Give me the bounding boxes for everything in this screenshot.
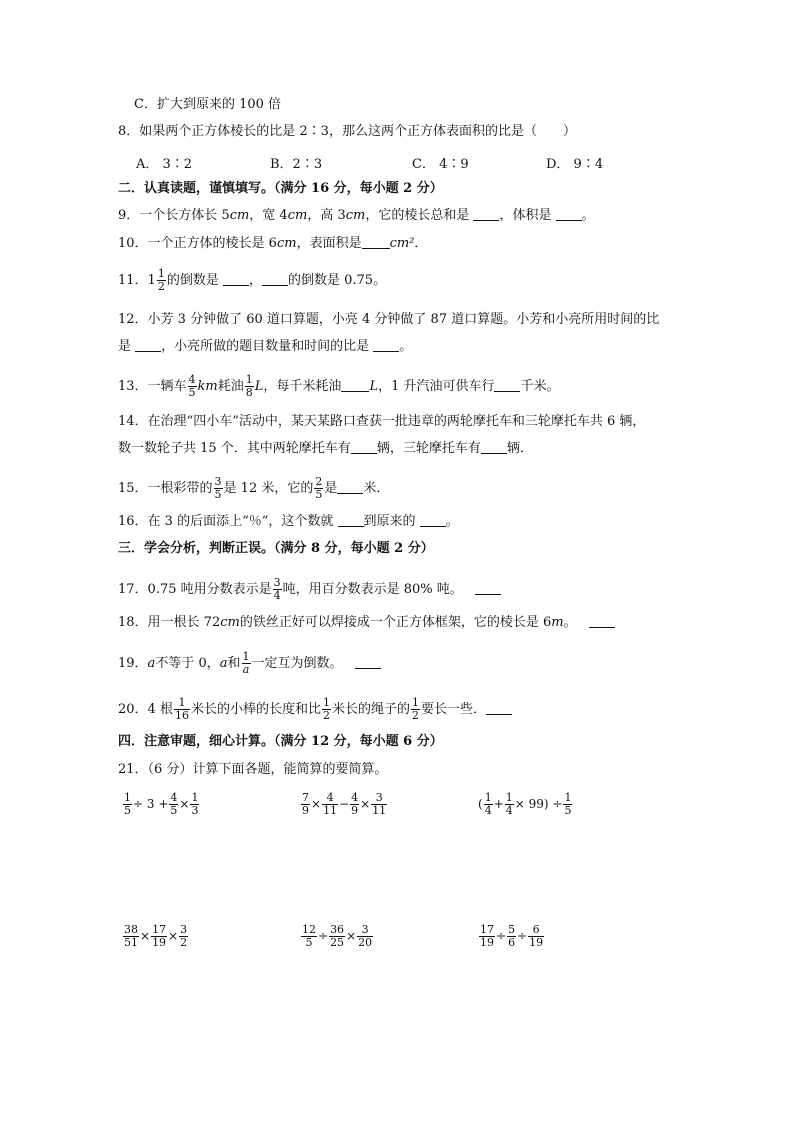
denominator: 5 [188,386,196,399]
answer-blank[interactable] [589,615,615,628]
calc-expression-6 [478,924,545,949]
fraction [484,792,493,817]
operator: − [339,797,350,811]
q15-text-a: 15．一根彩带的 [118,481,213,496]
calc-expression-3 [478,792,573,817]
q11-text-b: 的倒数是 [166,273,219,288]
numerator: 1 [157,267,165,280]
unit-cm: cm [276,236,297,251]
calc-expression-1 [122,792,200,817]
numerator: 7 [302,791,309,804]
question-19 [118,651,381,676]
denominator: 5 [305,936,313,949]
fraction [371,792,387,817]
question-13 [118,374,560,399]
answer-blank[interactable] [362,236,390,249]
fraction [322,697,331,722]
q14-text-b: 辆，三轮摩托车有 [376,441,481,456]
operator: ÷ [318,929,329,943]
answer-blank[interactable] [494,379,520,392]
denominator: 2 [322,709,330,722]
answer-blank[interactable] [341,379,369,392]
answer-blank[interactable] [475,582,501,595]
calc-expression-5 [300,924,374,949]
q8-option-a[interactable]: A． 3∶2 [136,157,193,172]
fraction [479,924,495,949]
q18-text-a: 18．用一根长 72 [118,615,221,630]
operator: × [140,929,151,943]
q13-text-a: 13．一辆车 [118,379,187,394]
numerator: 38 [124,923,138,936]
numerator: 17 [480,923,494,936]
q18-text-b: 的铁丝正好可以焊接成一个正方体框架，它的棱长是 6 [239,615,552,630]
question-15 [118,476,389,501]
answer-blank[interactable] [373,339,399,352]
calc-expression-4 [122,924,189,949]
answer-blank[interactable] [223,273,249,286]
fraction [314,476,323,501]
q13-text-c: ，每千米耗油 [263,379,342,394]
fraction [179,924,188,949]
answer-blank[interactable] [486,702,512,715]
q20-text-e: 要长一些． [420,702,486,717]
denominator: 11 [372,804,387,817]
denominator: 9 [302,804,309,817]
fraction [123,792,132,817]
q20-text-c: 米长的绳子的 [331,702,410,717]
answer-blank[interactable] [262,273,288,286]
fraction [329,924,345,949]
numerator: 1 [242,650,250,663]
answer-blank[interactable] [420,514,446,527]
numerator: 6 [528,924,544,937]
q17-text-b: 吨，用百分数表示是 80% 吨。 [282,582,463,597]
question-21: 21．（6 分）计算下面各题，能简算的要简算。 [118,762,388,777]
section-2-heading: 二．认真读题，谨慎填写。（满分 16 分，每小题 2 分） [118,181,443,196]
numerator: 1 [245,373,253,386]
numerator: 3 [180,923,188,936]
fraction [190,792,199,817]
q15-text-d: 米． [363,481,390,496]
denominator: 2 [180,936,188,949]
denominator: 5 [124,804,131,817]
q11-text-e: 的倒数是 0.75。 [288,273,387,288]
q7-option-c: C．扩大到原来的 100 倍 [134,97,282,112]
q9-text-f: 。 [581,208,595,223]
denominator: 8 [245,386,253,399]
variable-a: a [147,656,156,671]
answer-blank[interactable] [337,481,363,494]
question-17 [118,577,501,602]
denominator: 4 [505,804,513,817]
q8-option-d[interactable]: D． 9∶4 [546,157,604,172]
numerator: 3 [214,475,222,488]
q13-text-b: 耗油 [217,379,244,394]
operator: × [360,797,371,811]
numerator: 3 [357,924,373,937]
q16-text-c: 。 [445,514,459,529]
denominator: 19 [152,936,167,949]
numerator: 1 [174,697,190,710]
numerator: 12 [302,923,316,936]
numerator: 1 [191,791,199,804]
operator: × [179,797,190,811]
q12-text-c: 。 [399,339,413,354]
q19-text-c: 和 [227,656,241,671]
q19-text-d: 一定互为倒数。 [251,656,343,671]
fraction [301,924,317,949]
q9-text-a: 9．一个长方体长 5 [118,208,230,223]
fraction [507,924,516,949]
q9-text-e: ，体积是 [499,208,552,223]
mixed-whole: 1 [147,273,156,288]
unit-m: m [551,615,564,630]
q17-text-a: 17．0.75 吨用分数表示是 [118,582,272,597]
q16-text-a: 16．在 3 的后面添上“％”，这个数就 [118,514,334,529]
fraction [301,792,310,817]
question-8: 8．如果两个正方体棱长的比是 2∶3，那么这两个正方体表面积的比是（ ） [118,124,576,139]
paren: ( [478,797,483,811]
fraction [350,792,359,817]
variable-a: a [219,656,228,671]
q14-text-c: 辆． [506,441,533,456]
q11-text-c: ， [248,273,262,288]
fraction [169,792,178,817]
q18-text-c: 。 [563,615,577,630]
denominator: 25 [330,936,345,949]
numerator: 2 [315,475,323,488]
section-3-heading: 三．学会分析，判断正误。（满分 8 分，每小题 2 分） [118,541,434,556]
numerator: 4 [322,792,338,805]
question-14-line-2 [118,441,533,457]
numerator: 4 [188,373,196,386]
answer-blank[interactable] [338,514,364,527]
numerator: 1 [411,696,419,709]
denominator: 5 [214,488,222,501]
denominator: 5 [170,804,178,817]
question-10 [118,236,427,252]
unit-cm: cm [345,208,366,223]
unit-cm: cm [229,208,250,223]
q13-text-d: ，1 升汽油可供车行 [378,379,495,394]
q9-text-b: ，宽 4 [249,208,288,223]
operator: ÷ 3 + [133,797,169,811]
q13-text-e: 千米。 [520,379,560,394]
fraction [151,924,167,949]
numerator: 36 [330,923,345,936]
answer-blank[interactable] [556,208,582,221]
fraction [174,697,190,722]
denominator: 5 [315,488,323,501]
denominator: 19 [480,936,494,949]
denominator: a [242,663,250,676]
numerator: 3 [273,576,281,589]
denominator: 3 [191,804,199,817]
operator: × [346,929,357,943]
operator: × [311,797,322,811]
denominator: 19 [529,936,544,949]
numerator: 4 [351,791,359,804]
numerator: 1 [505,791,513,804]
answer-blank[interactable] [481,441,507,454]
fraction [411,697,420,722]
operator: × 99) ÷ [514,797,563,811]
q8-option-b[interactable]: B．2∶3 [270,157,323,172]
q19-text-b: 不等于 0， [155,656,220,671]
question-12-line-2 [118,339,412,355]
answer-blank[interactable] [135,339,161,352]
question-9 [118,208,595,224]
answer-blank[interactable] [355,656,381,669]
denominator: 2 [157,280,165,293]
operator: + [493,797,504,811]
question-16 [118,514,459,530]
numerator: 1 [564,791,572,804]
answer-blank[interactable] [351,441,377,454]
denominator: 5 [564,804,572,817]
q15-text-c: 是 [324,481,338,496]
fraction [563,792,572,817]
q8-option-c[interactable]: C． 4∶9 [412,157,469,172]
numerator: 17 [152,923,167,936]
fraction [123,924,139,949]
denominator: 4 [484,804,492,817]
denominator: 2 [411,709,419,722]
fraction [322,792,338,817]
numerator: 5 [508,923,516,936]
unit-cm: cm [287,208,308,223]
fraction [245,374,254,399]
operator: ÷ [517,929,528,943]
unit-km: km [197,379,218,394]
q16-text-b: 到原来的 [363,514,416,529]
operator: × [168,929,179,943]
q12-text-b: ，小亮所做的题目数量和时间的比是 [161,339,370,354]
calc-expression-2 [300,792,388,817]
denominator: 11 [323,804,338,817]
question-12-line-1: 12．小芳 3 分钟做了 60 道口算题，小亮 4 分钟做了 87 道口算题。小芳和小亮所用时间的比 [118,312,660,327]
numerator: 4 [170,791,178,804]
q10-text-b: ，表面积是 [296,236,362,251]
fraction [242,651,251,676]
fraction [273,577,282,602]
unit-cm2: cm² [389,236,415,251]
question-20 [118,697,512,722]
denominator: 6 [508,936,516,949]
question-14-line-1: 14．在治理“四小车”活动中，某天某路口查获一批违章的两轮摩托车和三轮摩托车共 6 辆， [118,414,646,429]
q9-text-d: ，它的棱长总和是 [365,208,470,223]
question-11 [118,268,386,293]
denominator: 51 [124,936,138,949]
q11-number: 11． [118,273,148,288]
numerator: 1 [322,696,330,709]
q14-text-a: 数一数轮子共 15 个．其中两轮摩托车有 [118,441,351,456]
q9-text-c: ，高 3 [307,208,346,223]
q19-number: 19． [118,656,148,671]
unit-cm: cm [220,615,240,630]
fraction [157,268,166,293]
q10-text-a: 10．一个正方体的棱长是 6 [118,236,277,251]
answer-blank[interactable] [473,208,499,221]
operator: ÷ [496,929,507,943]
section-4-heading: 四．注意审题，细心计算。（满分 12 分，每小题 6 分） [118,734,443,749]
denominator: 9 [351,804,359,817]
unit-liter: L [254,379,264,394]
fraction [528,924,544,949]
q15-text-b: 是 12 米，它的 [223,481,314,496]
question-18 [118,615,615,631]
denominator: 4 [273,589,281,602]
fraction [357,924,373,949]
fraction [188,374,197,399]
unit-liter: L [369,379,379,394]
fraction [214,476,223,501]
q12-text-a: 是 [118,339,132,354]
denominator: 20 [358,936,373,949]
q20-text-a: 20．4 根 [118,702,173,717]
numerator: 1 [124,791,131,804]
fraction [505,792,514,817]
q10-end: ． [414,236,428,251]
numerator: 1 [484,791,492,804]
q20-text-b: 米长的小棒的长度和比 [190,702,321,717]
denominator: 16 [174,709,189,722]
numerator: 3 [371,792,387,805]
